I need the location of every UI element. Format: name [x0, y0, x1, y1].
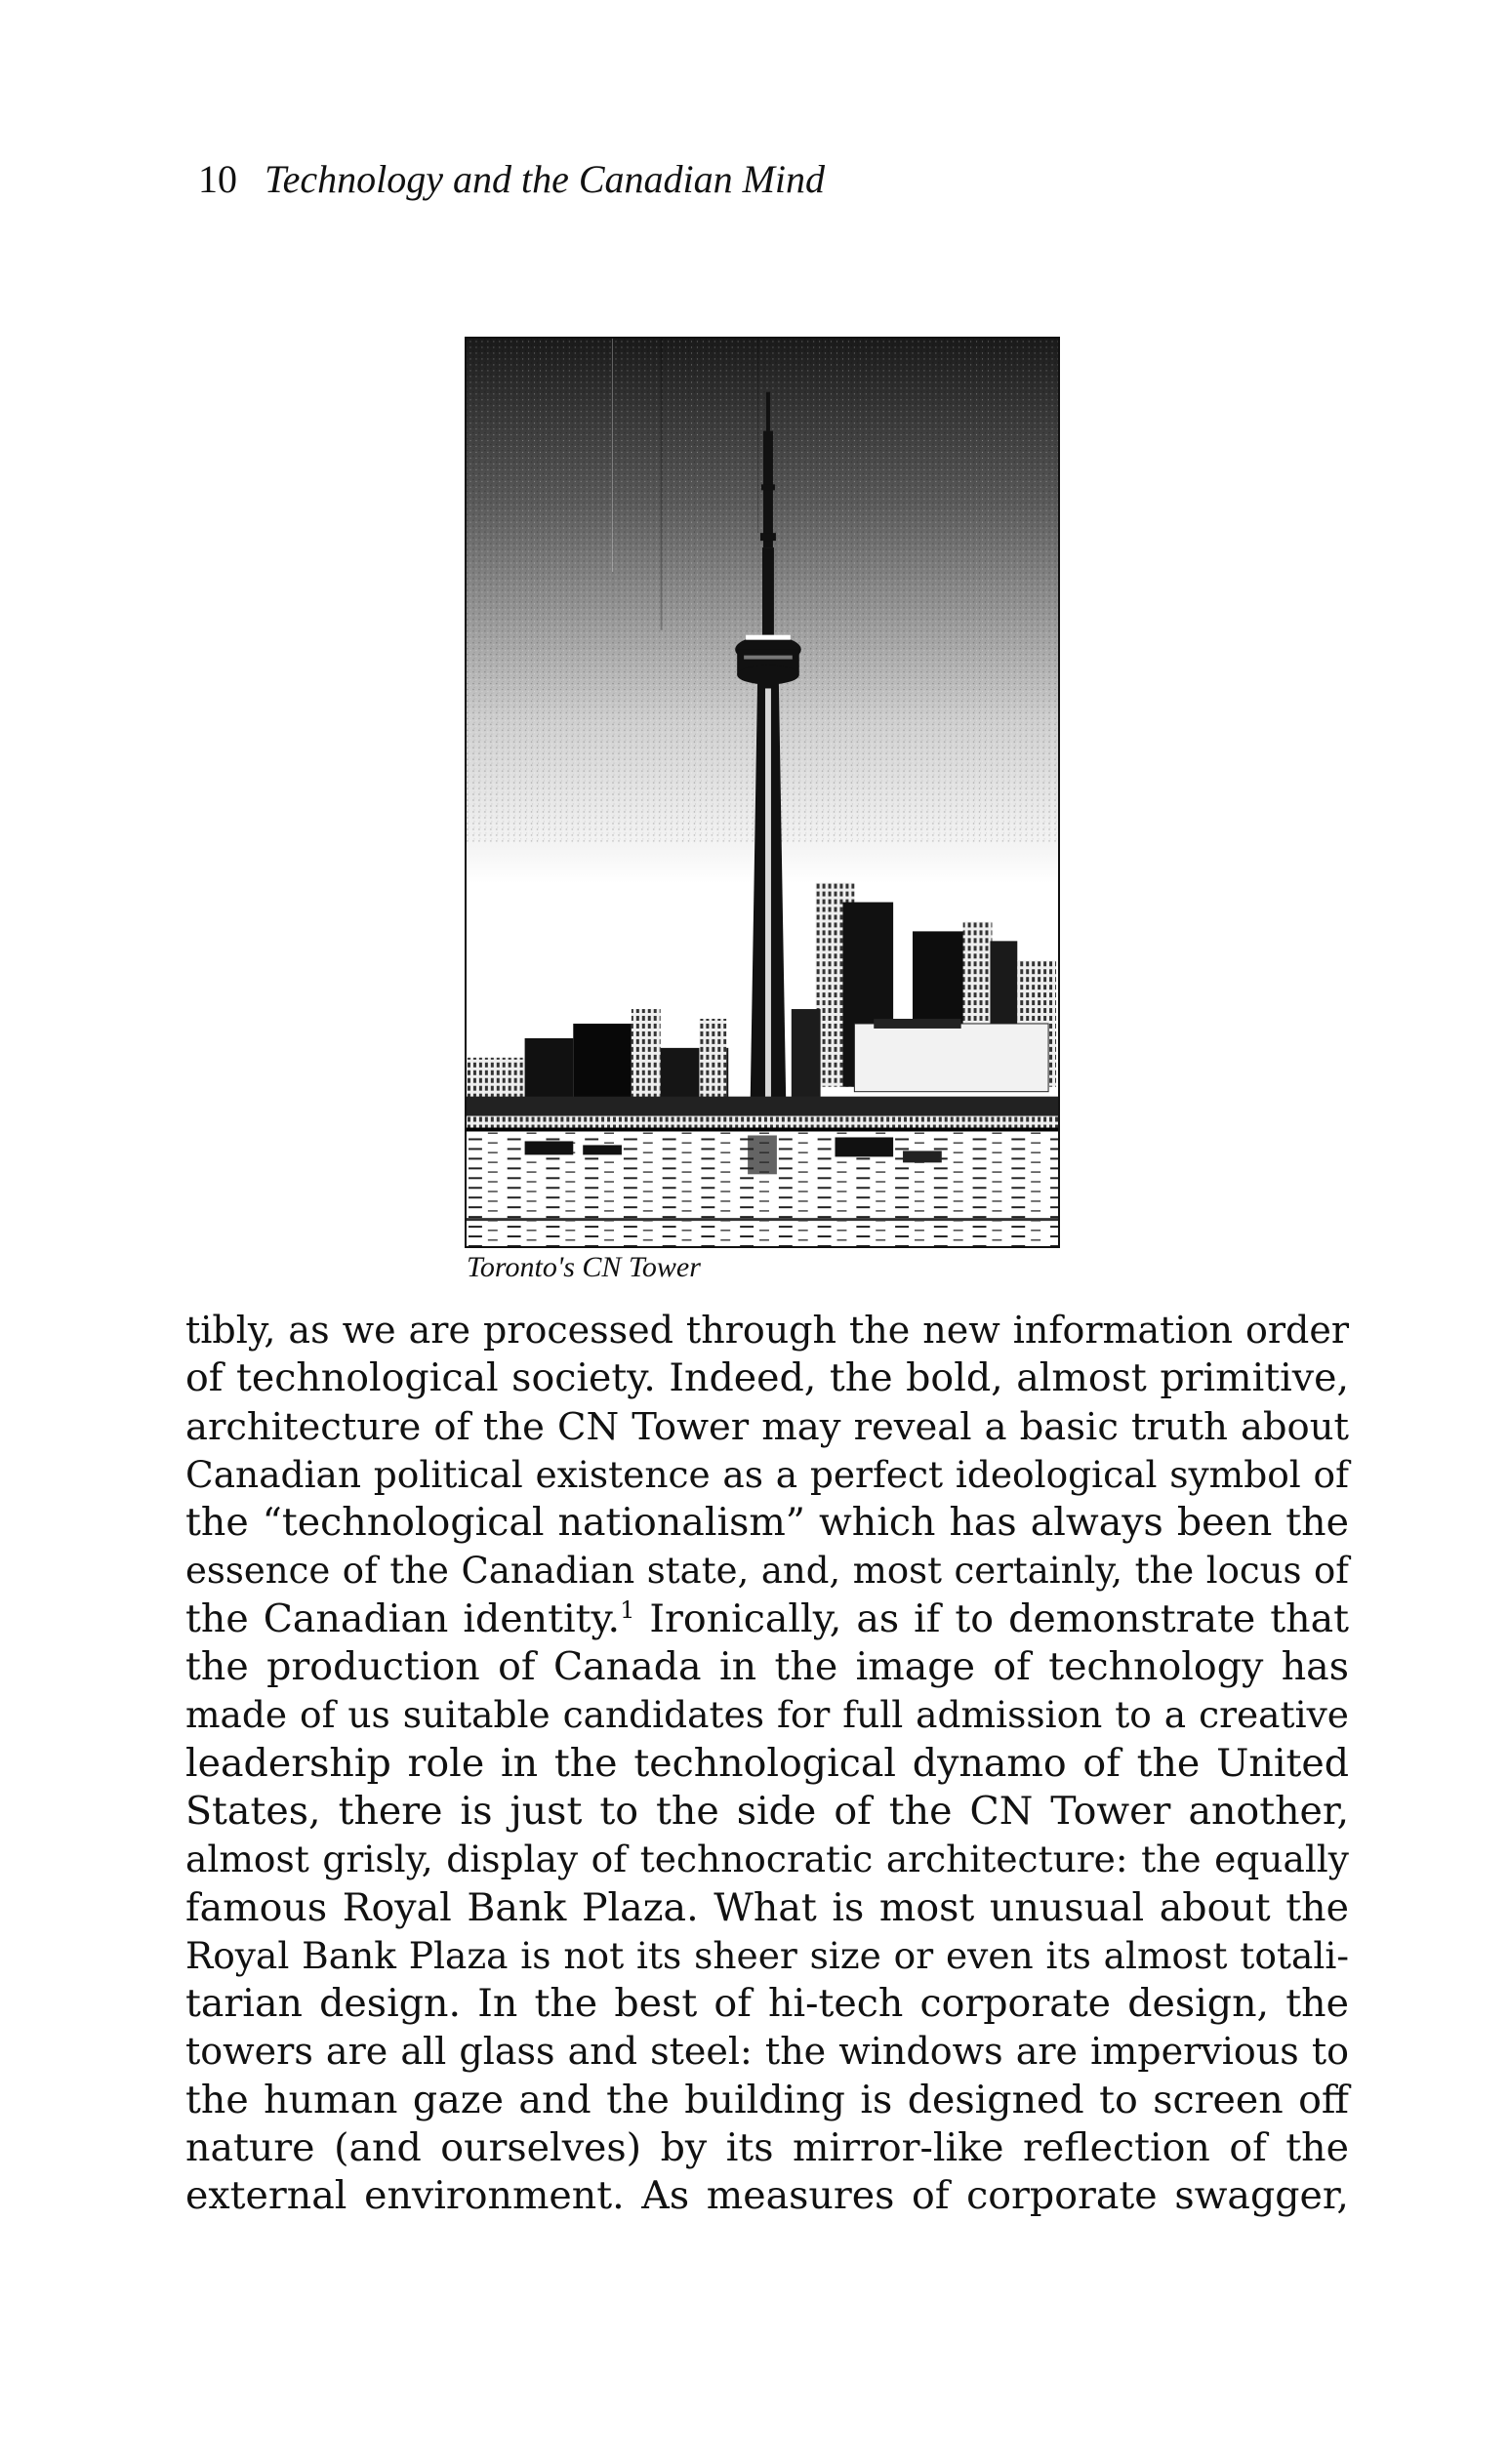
- footnote-marker[interactable]: 1: [620, 1596, 635, 1624]
- text-line: tarian design. In the best of hi-tech corporate design, the: [185, 1981, 1349, 2027]
- text-segment: Ironically, as if to demonstrate that: [634, 1596, 1349, 1641]
- text-line: of technological society. Indeed, the bold, almost primitive,: [185, 1355, 1349, 1401]
- body-text: [185, 1307, 1349, 2221]
- text-line: Canadian political existence as a perfect ideological symbol of: [185, 1452, 1349, 1496]
- page-number: 10: [198, 157, 237, 201]
- text-line: Royal Bank Plaza is not its sheer size or even its almost totali-: [185, 1933, 1349, 1977]
- text-segment: the Canadian identity.: [185, 1596, 621, 1641]
- text-line: leadership role in the technological dynamo of the United: [185, 1740, 1349, 1786]
- text-line: famous Royal Bank Plaza. What is most unusual about the: [185, 1884, 1349, 1930]
- text-line: towers are all glass and steel: the windows are impervious to: [185, 2030, 1349, 2074]
- cn-tower-illustration: [467, 339, 1058, 1246]
- text-line: architecture of the CN Tower may reveal a basic truth about: [185, 1404, 1349, 1449]
- text-line: essence of the Canadian state, and, most certainly, the locus of: [185, 1550, 1349, 1593]
- text-line: tibly, as we are processed through the new information order: [185, 1309, 1349, 1352]
- text-line: almost grisly, display of technocratic architecture: the equally: [185, 1838, 1349, 1881]
- text-line: external environment. As measures of corporate swagger,: [185, 2173, 1349, 2219]
- text-line: the “technological nationalism” which has always been the: [185, 1500, 1349, 1546]
- figure-caption: Toronto's CN Tower: [467, 1251, 701, 1283]
- text-line: made of us suitable candidates for full admission to a creative: [185, 1693, 1349, 1737]
- text-line: States, there is just to the side of the CN Tower another,: [185, 1788, 1349, 1834]
- cn-tower-photo: [465, 337, 1060, 1248]
- running-head: [198, 156, 825, 203]
- text-line: the human gaze and the building is designed to screen off: [185, 2077, 1349, 2122]
- book-title: Technology and the Canadian Mind: [265, 157, 826, 201]
- text-line-with-footnote: [185, 1596, 1349, 1643]
- text-line: nature (and ourselves) by its mirror-like reflection of the: [185, 2125, 1349, 2171]
- text-line: the production of Canada in the image of technology has: [185, 1644, 1349, 1690]
